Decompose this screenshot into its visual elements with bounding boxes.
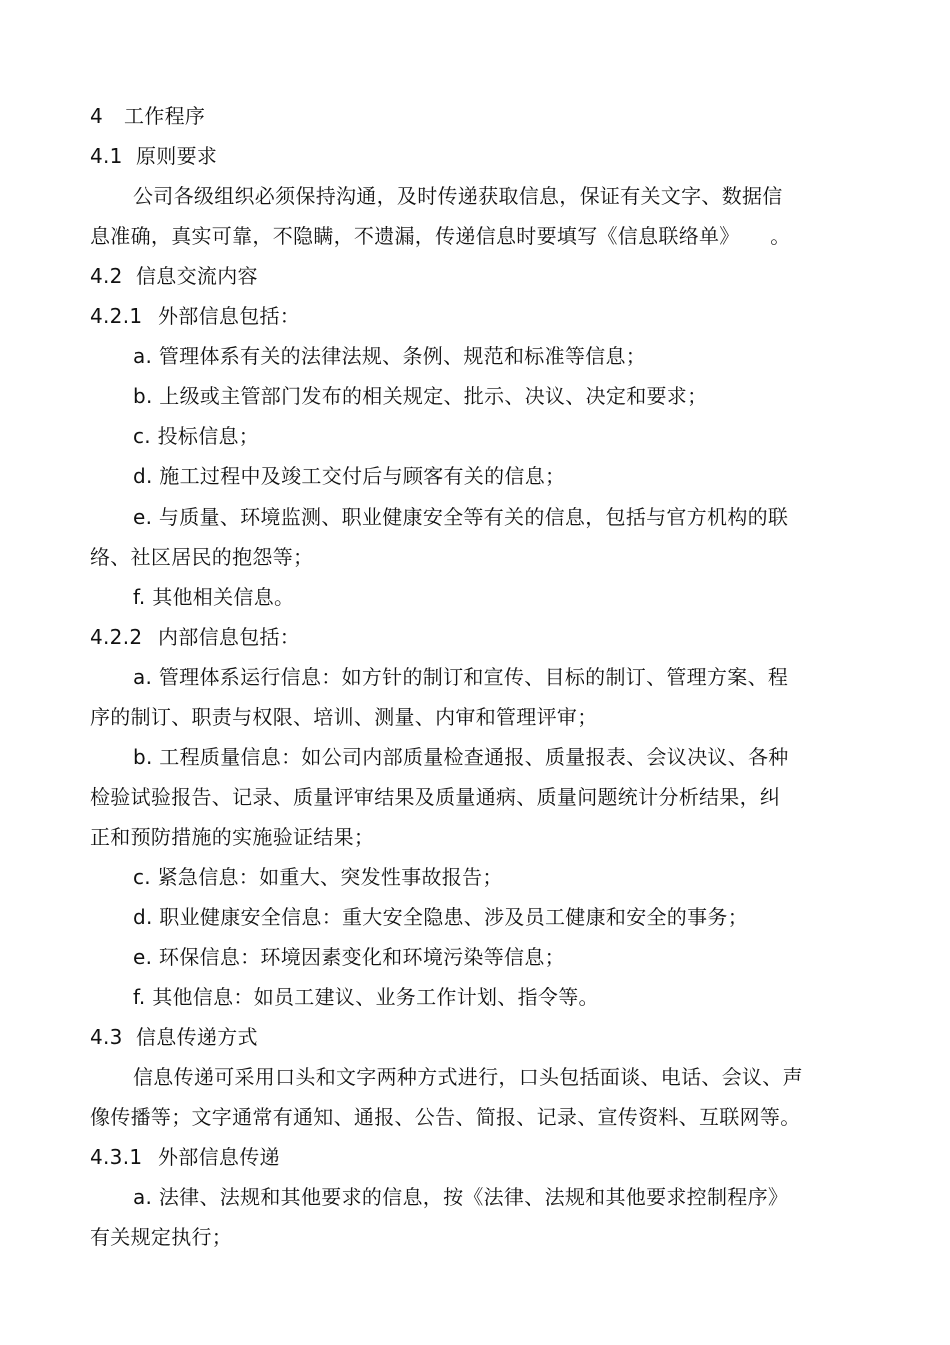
list-item: a. 法律、法规和其他要求的信息，按《法律、法规和其他要求控制程序》 <box>133 1185 789 1209</box>
section-heading-4-2 <box>90 263 820 289</box>
list-item-continuation: 有关规定执行； <box>90 1225 233 1249</box>
section-number: 4.2 <box>90 264 123 288</box>
section-title: 内部信息包括： <box>158 625 301 649</box>
paragraph-line: 息准确，真实可靠，不隐瞒，不遗漏，传递信息时要填写《信息联络单》 。 <box>90 224 791 248</box>
section-heading-4-3-1 <box>90 1144 820 1170</box>
paragraph-line: 公司各级组织必须保持沟通，及时传递获取信息，保证有关文字、数据信 <box>133 184 783 208</box>
list-item: c. 投标信息； <box>133 424 260 448</box>
list-item: d. 施工过程中及竣工交付后与顾客有关的信息； <box>133 464 566 488</box>
section-title: 外部信息传递 <box>158 1145 280 1169</box>
section-title: 原则要求 <box>136 144 218 168</box>
list-item: c. 紧急信息：如重大、突发性事故报告； <box>133 865 503 889</box>
list-item-continuation: 正和预防措施的实施验证结果； <box>90 825 375 849</box>
list-item: a. 管理体系有关的法律法规、条例、规范和标准等信息； <box>133 344 647 368</box>
section-title: 信息传递方式 <box>136 1025 258 1049</box>
list-item: b. 工程质量信息：如公司内部质量检查通报、质量报表、会议决议、各种 <box>133 745 789 769</box>
section-number: 4.3 <box>90 1025 123 1049</box>
list-item: a. 管理体系运行信息：如方针的制订和宣传、目标的制订、管理方案、程 <box>133 665 789 689</box>
section-heading-4-2-1 <box>90 303 820 329</box>
paragraph-line: 像传播等；文字通常有通知、通报、公告、简报、记录、宣传资料、互联网等。 <box>90 1105 801 1129</box>
section-heading-4-3 <box>90 1024 820 1050</box>
section-number: 4.2.1 <box>90 304 143 328</box>
section-number: 4.2.2 <box>90 625 143 649</box>
list-item-continuation: 序的制订、职责与权限、培训、测量、内审和管理评审； <box>90 705 598 729</box>
list-item-continuation: 络、社区居民的抱怨等； <box>90 545 314 569</box>
list-item: e. 环保信息：环境因素变化和环境污染等信息； <box>133 945 565 969</box>
list-item: d. 职业健康安全信息：重大安全隐患、涉及员工健康和安全的事务； <box>133 905 749 929</box>
list-item: b. 上级或主管部门发布的相关规定、批示、决议、决定和要求； <box>133 384 708 408</box>
list-item: e. 与质量、环境监测、职业健康安全等有关的信息，包括与官方机构的联 <box>133 505 789 529</box>
section-title: 信息交流内容 <box>136 264 258 288</box>
list-item: f. 其他信息：如员工建议、业务工作计划、指令等。 <box>133 985 599 1009</box>
section-number: 4.1 <box>90 144 123 168</box>
list-item-continuation: 检验试验报告、记录、质量评审结果及质量通病、质量问题统计分析结果，纠 <box>90 785 781 809</box>
section-title: 外部信息包括： <box>158 304 301 328</box>
section-title: 工作程序 <box>124 104 206 128</box>
list-item: f. 其他相关信息。 <box>133 585 295 609</box>
section-number: 4 <box>90 104 104 128</box>
section-number: 4.3.1 <box>90 1145 143 1169</box>
section-heading-4-2-2 <box>90 624 820 650</box>
section-heading-4-1 <box>90 143 820 169</box>
section-heading-4 <box>90 103 820 129</box>
paragraph-line: 信息传递可采用口头和文字两种方式进行，口头包括面谈、电话、会议、声 <box>133 1065 803 1089</box>
